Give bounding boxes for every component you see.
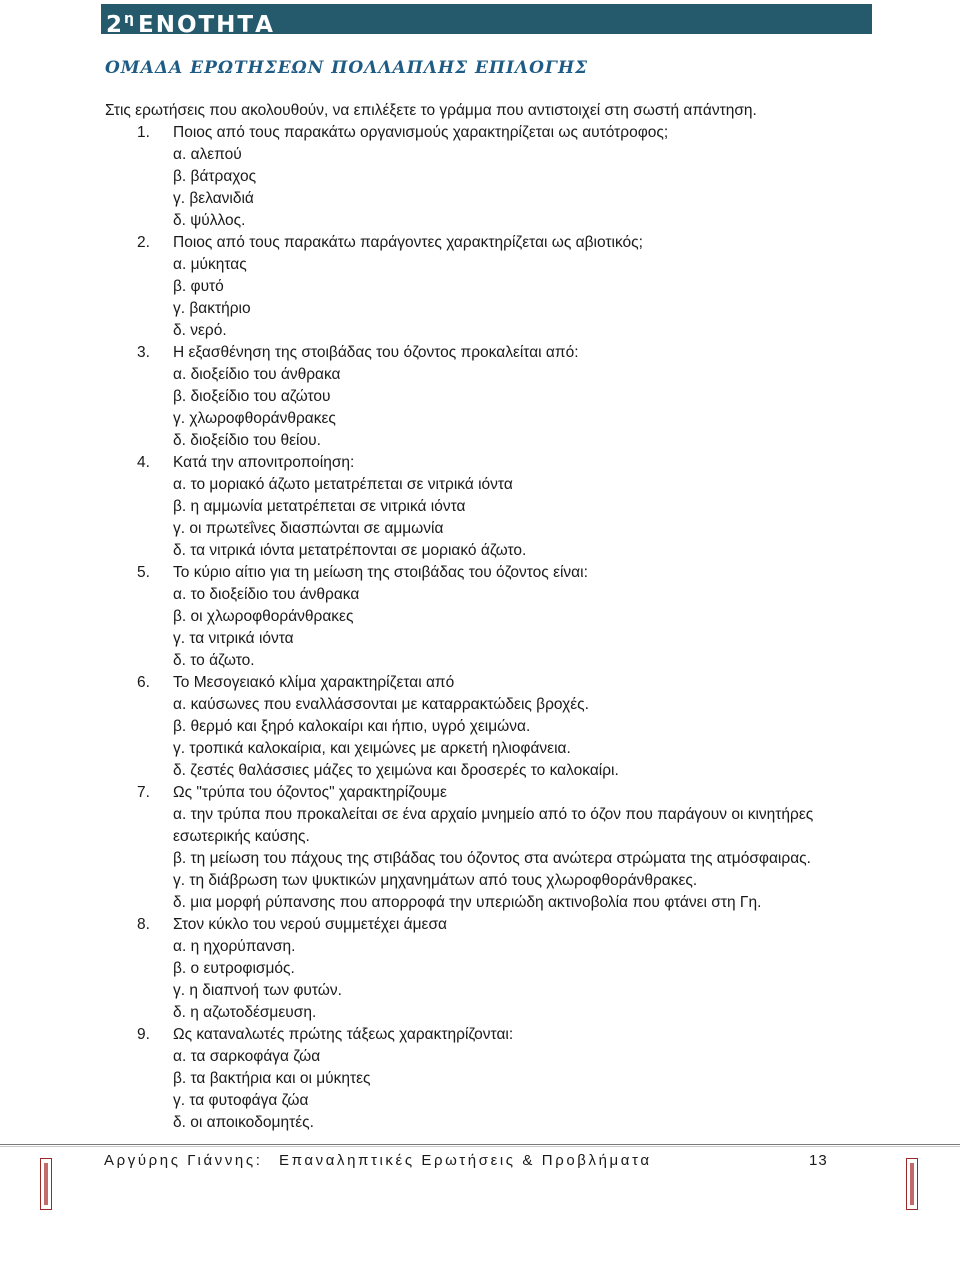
question-line (0, 562, 960, 584)
answer-option: β. η αμμωνία μετατρέπεται σε νιτρικά ιόντα (173, 498, 466, 515)
question-item (0, 1024, 960, 1134)
answer-option: β. τη μείωση του πάχους της στιβάδας του όζοντος στα ανώτερα στρώματα της ατμόσφαιρας. (173, 850, 811, 867)
question-item (0, 452, 960, 562)
answer-option: α. καύσωνες που εναλλάσσονται με καταρρακτώδεις βροχές. (173, 696, 589, 713)
answer-option: α. αλεπού (173, 146, 242, 163)
answer-option: γ. τα φυτοφάγα ζώα (173, 1092, 309, 1109)
instructions-text: Στις ερωτήσεις που ακολουθούν, να επιλέξετε το γράμμα που αντιστοιχεί στη σωστή απάντηση. (105, 102, 757, 119)
section-subtitle: ΟΜΑΔΑ ΕΡΩΤΗΣΕΩΝ ΠΟΛΛΑΠΛΗΣ ΕΠΙΛΟΓΗΣ (105, 58, 589, 78)
question-item (0, 914, 960, 1024)
page-marker-left (40, 1158, 52, 1210)
question-item (0, 122, 960, 232)
question-item (0, 672, 960, 782)
answer-option: δ. ζεστές θαλάσσιες μάζες το χειμώνα και δροσερές το καλοκαίρι. (173, 762, 619, 779)
question-text: Ως καταναλωτές πρώτης τάξεως χαρακτηρίζονται: (173, 1026, 514, 1043)
answer-option: γ. βελανιδιά (173, 190, 254, 207)
question-number: 3. (137, 344, 150, 361)
answer-option: δ. τα νιτρικά ιόντα μετατρέπονται σε μοριακό άζωτο. (173, 542, 527, 559)
question-line (0, 122, 960, 144)
question-line (0, 1024, 960, 1046)
answer-option: γ. τροπικά καλοκαίρια, και χειμώνες με αρκετή ηλιοφάνεια. (173, 740, 571, 757)
question-text: Ποιος από τους παρακάτω παράγοντες χαρακτηρίζεται ως αβιοτικός; (173, 234, 643, 251)
answer-option: δ. το άζωτο. (173, 652, 255, 669)
question-text: Ποιος από τους παρακάτω οργανισμούς χαρακτηρίζεται ως αυτότροφος; (173, 124, 669, 141)
footer-author: Αργύρης Γιάννης: (104, 1152, 263, 1169)
question-number: 6. (137, 674, 150, 691)
footer-book-title: Επαναληπτικές Ερωτήσεις & Προβλήματα (279, 1152, 652, 1169)
answer-option: β. θερμό και ξηρό καλοκαίρι και ήπιο, υγρό χειμώνα. (173, 718, 531, 735)
answer-option: β. ο ευτροφισμός. (173, 960, 295, 977)
question-line (0, 782, 960, 804)
question-line (0, 342, 960, 364)
answer-option: γ. οι πρωτεΐνες διασπώνται σε αμμωνία (173, 520, 444, 537)
question-line (0, 672, 960, 694)
answer-option: δ. ψύλλος. (173, 212, 246, 229)
answer-option: γ. τη διάβρωση των ψυκτικών μηχανημάτων από τους χλωροφθοράνθρακες. (173, 872, 698, 889)
section-superscript: η (124, 11, 134, 27)
answer-option: δ. οι αποικοδομητές. (173, 1114, 314, 1131)
question-line (0, 914, 960, 936)
section-title: ΕΝΟΤΗΤΑ (137, 12, 275, 38)
question-item (0, 782, 960, 914)
answer-option: α. το μοριακό άζωτο μετατρέπεται σε νιτρικά ιόντα (173, 476, 513, 493)
answer-option: γ. τα νιτρικά ιόντα (173, 630, 294, 647)
footer-divider (0, 1144, 960, 1145)
answer-option: δ. η αζωτοδέσμευση. (173, 1004, 317, 1021)
answer-option: γ. χλωροφθοράνθρακες (173, 410, 336, 427)
answer-option: δ. νερό. (173, 322, 227, 339)
question-number: 2. (137, 234, 150, 251)
section-number: 2 (106, 12, 125, 38)
question-item (0, 562, 960, 672)
question-line (0, 452, 960, 474)
question-list (0, 122, 960, 1134)
question-number: 9. (137, 1026, 150, 1043)
question-text: Το κύριο αίτιο για τη μείωση της στοιβάδας του όζοντος είναι: (173, 564, 588, 581)
page-footer (104, 1150, 652, 1172)
answer-option: α. την τρύπα που προκαλείται σε ένα αρχαίο μνημείο από το όζον που παράγουν οι κινητήρες εσωτερικής καύσης. (173, 806, 814, 845)
answer-option: γ. βακτήριο (173, 300, 251, 317)
question-text: Κατά την απονιτροποίηση: (173, 454, 355, 471)
answer-option: β. διοξείδιο του αζώτου (173, 388, 331, 405)
answer-option: β. τα βακτήρια και οι μύκητες (173, 1070, 371, 1087)
question-item (0, 342, 960, 452)
page-marker-right (906, 1158, 918, 1210)
answer-option: δ. μια μορφή ρύπανσης που απορροφά την υπεριώδη ακτινοβολία που φτάνει στη Γη. (173, 894, 762, 911)
answer-option: α. μύκητας (173, 256, 247, 273)
answer-option: α. διοξείδιο του άνθρακα (173, 366, 341, 383)
question-line (0, 232, 960, 254)
question-number: 7. (137, 784, 150, 801)
question-text: Το Μεσογειακό κλίμα χαρακτηρίζεται από (173, 674, 455, 691)
page-number: 13 (809, 1152, 828, 1169)
answer-option: α. τα σαρκοφάγα ζώα (173, 1048, 321, 1065)
answer-option: β. βάτραχος (173, 168, 257, 185)
answer-option: γ. η διαπνοή των φυτών. (173, 982, 342, 999)
footer-divider-secondary (0, 1146, 960, 1147)
question-text: Στον κύκλο του νερού συμμετέχει άμεσα (173, 916, 447, 933)
question-number: 5. (137, 564, 150, 581)
question-number: 8. (137, 916, 150, 933)
answer-option: β. φυτό (173, 278, 224, 295)
question-number: 4. (137, 454, 150, 471)
question-number: 1. (137, 124, 150, 141)
answer-option: α. το διοξείδιο του άνθρακα (173, 586, 360, 603)
section-banner (101, 4, 872, 38)
question-item (0, 232, 960, 342)
answer-option: β. οι χλωροφθοράνθρακες (173, 608, 354, 625)
question-text: Η εξασθένηση της στοιβάδας του όζοντος προκαλείται από: (173, 344, 579, 361)
answer-option: δ. διοξείδιο του θείου. (173, 432, 321, 449)
answer-option: α. η ηχορύπανση. (173, 938, 296, 955)
question-text: Ως "τρύπα του όζοντος" χαρακτηρίζουμε (173, 784, 447, 801)
